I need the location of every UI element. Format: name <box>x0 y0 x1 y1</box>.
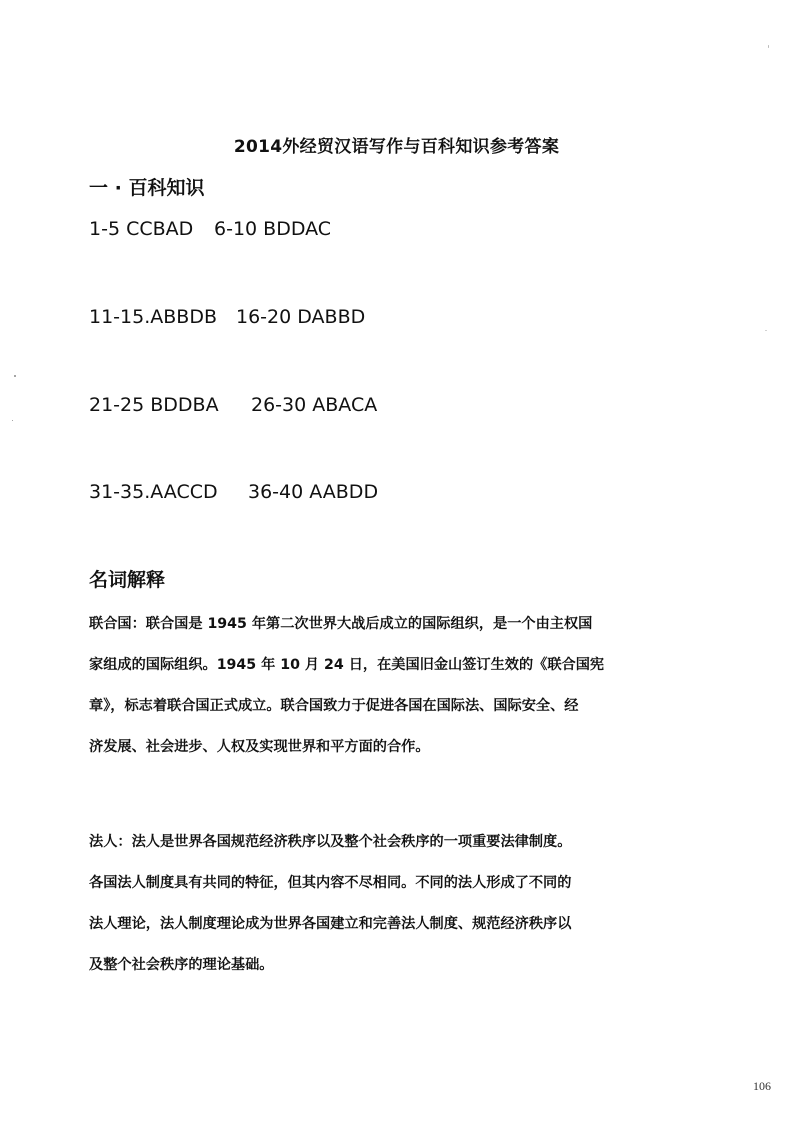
glossary-entry-legal-person <box>89 822 704 986</box>
answer-range: 36-40 AABDD <box>248 481 379 503</box>
section-heading-glossary: 名词解释 <box>89 569 166 591</box>
answer-row <box>89 218 331 240</box>
paragraph-line: 法人：法人是世界各国规范经济秩序以及整个社会秩序的一项重要法律制度。 <box>89 834 572 850</box>
answer-range: 6-10 BDDAC <box>214 218 332 240</box>
answer-range: 11-15.ABBDB <box>89 306 217 328</box>
section-heading-encyclopedia: 一 · 百科知识 <box>89 177 205 199</box>
paragraph-line: 各国法人制度具有共同的特征，但其内容不尽相同。不同的法人形成了不同的 <box>89 875 572 891</box>
paragraph-line: 及整个社会秩序的理论基础。 <box>89 957 274 973</box>
paragraph-line: 法人理论，法人制度理论成为世界各国建立和完善法人制度、规范经济秩序以 <box>89 916 572 932</box>
answer-row <box>89 306 365 328</box>
answer-range: 16-20 DABBD <box>236 306 366 328</box>
answer-range: 26-30 ABACA <box>251 394 378 416</box>
answer-row <box>89 394 377 416</box>
answer-range: 31-35.AACCD <box>89 481 218 503</box>
paragraph-line: 家组成的国际组织。1945 年 10 月 24 日，在美国旧金山签订生效的《联合国宪 <box>89 657 605 673</box>
scan-speck <box>768 45 769 48</box>
paragraph-line: 济发展、社会进步、人权及实现世界和平方面的合作。 <box>89 739 430 755</box>
scan-speck <box>12 420 13 421</box>
answer-row <box>89 481 378 503</box>
paragraph-line: 章》，标志着联合国正式成立。联合国致力于促进各国在国际法、国际安全、经 <box>89 698 579 714</box>
answer-range: 21-25 BDDBA <box>89 394 219 416</box>
answer-range: 1-5 CCBAD <box>89 218 194 240</box>
paragraph-line: 联合国：联合国是 1945 年第二次世界大战后成立的国际组织，是一个由主权国 <box>89 616 593 632</box>
page-title: 2014外经贸汉语写作与百科知识参考答案 <box>233 137 560 157</box>
scan-speck <box>765 330 767 331</box>
glossary-entry-united-nations <box>89 604 704 768</box>
page-number: 106 <box>753 1079 771 1093</box>
scan-speck <box>14 375 16 377</box>
